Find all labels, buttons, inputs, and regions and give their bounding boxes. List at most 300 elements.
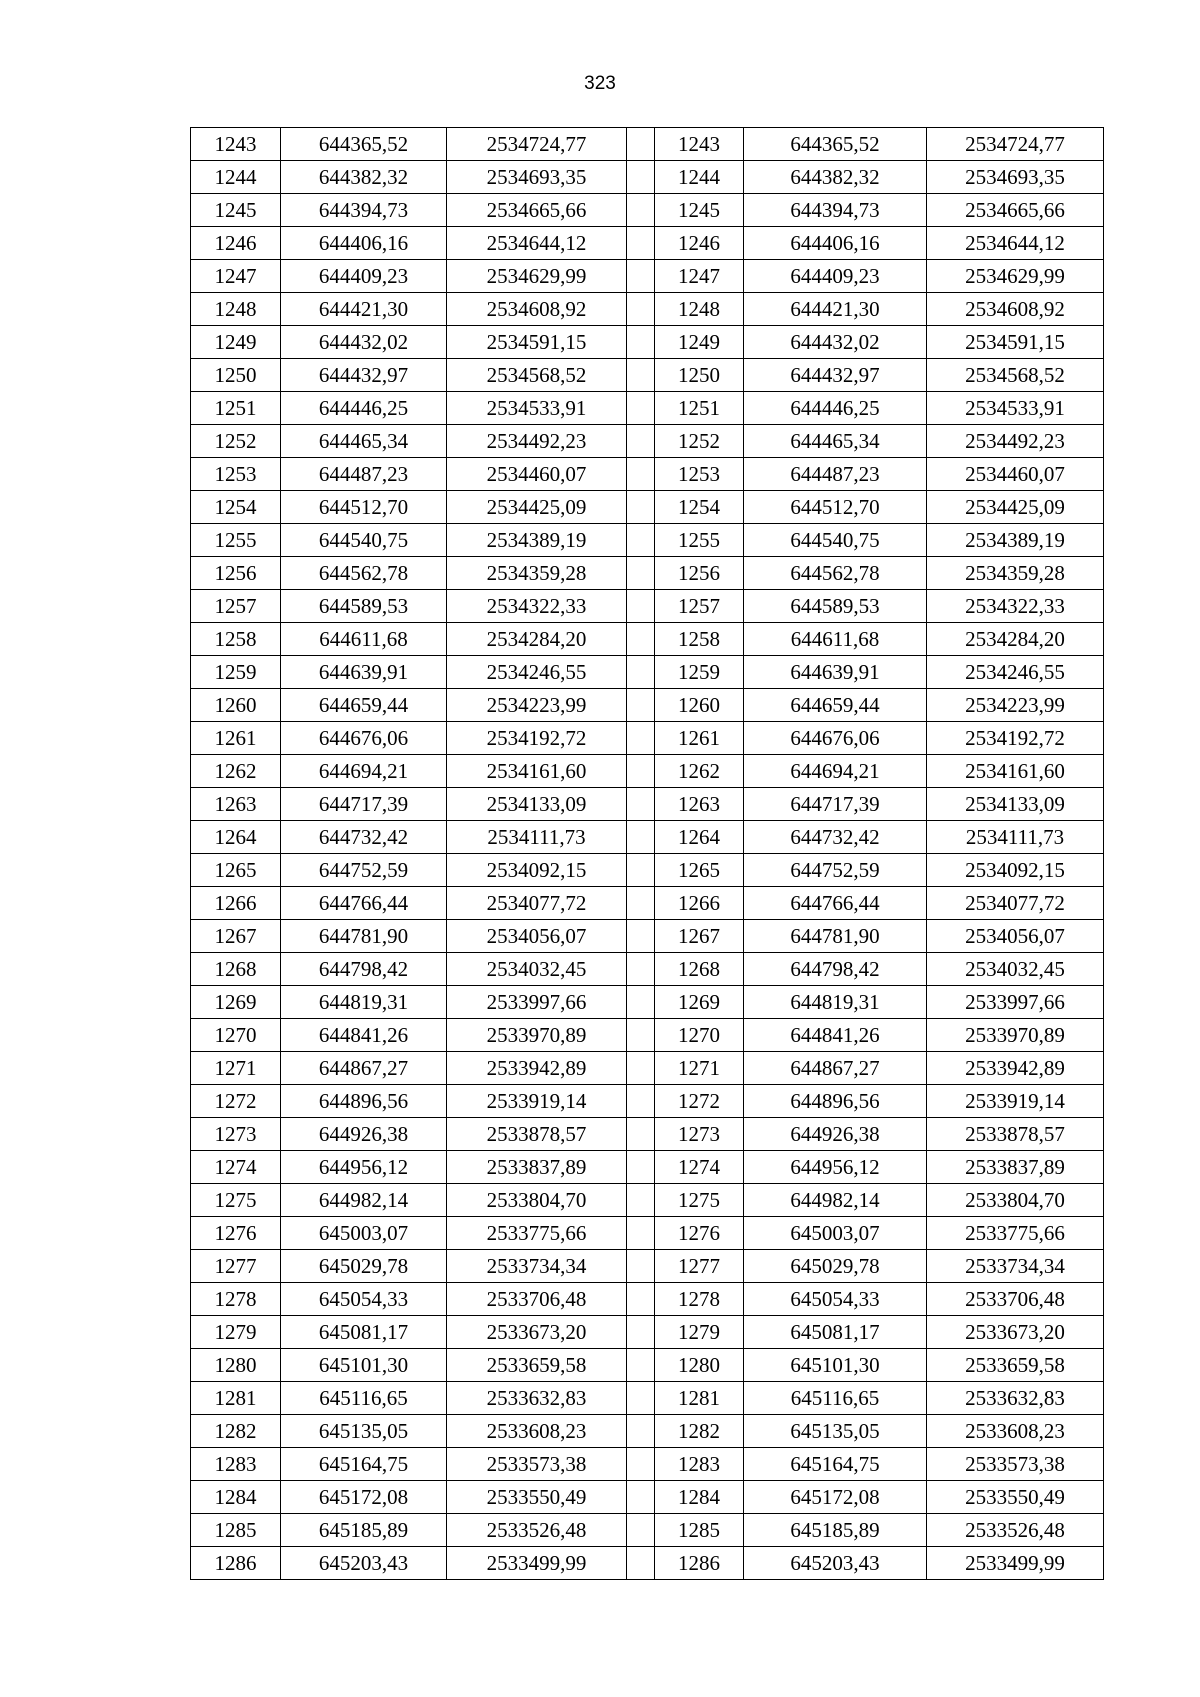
x-coordinate-left: 644382,32 xyxy=(281,161,447,194)
y-coordinate-left: 2533499,99 xyxy=(447,1547,627,1580)
point-number-left: 1250 xyxy=(191,359,281,392)
x-coordinate-right: 644446,25 xyxy=(744,392,927,425)
x-coordinate-left: 644694,21 xyxy=(281,755,447,788)
y-coordinate-left: 2533673,20 xyxy=(447,1316,627,1349)
y-coordinate-right: 2534629,99 xyxy=(927,260,1104,293)
y-coordinate-right: 2533659,58 xyxy=(927,1349,1104,1382)
y-coordinate-right: 2533878,57 xyxy=(927,1118,1104,1151)
point-number-left: 1274 xyxy=(191,1151,281,1184)
x-coordinate-right: 644406,16 xyxy=(744,227,927,260)
y-coordinate-right: 2533804,70 xyxy=(927,1184,1104,1217)
table-row xyxy=(191,788,1104,821)
point-number-right: 1255 xyxy=(655,524,744,557)
point-number-left: 1255 xyxy=(191,524,281,557)
point-number-left: 1243 xyxy=(191,128,281,161)
y-coordinate-left: 2534111,73 xyxy=(447,821,627,854)
x-coordinate-left: 644421,30 xyxy=(281,293,447,326)
x-coordinate-right: 644926,38 xyxy=(744,1118,927,1151)
table-row xyxy=(191,1151,1104,1184)
y-coordinate-left: 2534492,23 xyxy=(447,425,627,458)
y-coordinate-left: 2533942,89 xyxy=(447,1052,627,1085)
y-coordinate-left: 2533573,38 xyxy=(447,1448,627,1481)
point-number-left: 1268 xyxy=(191,953,281,986)
y-coordinate-right: 2533942,89 xyxy=(927,1052,1104,1085)
y-coordinate-left: 2533970,89 xyxy=(447,1019,627,1052)
point-number-left: 1249 xyxy=(191,326,281,359)
table-row xyxy=(191,821,1104,854)
y-coordinate-left: 2534425,09 xyxy=(447,491,627,524)
x-coordinate-left: 644867,27 xyxy=(281,1052,447,1085)
y-coordinate-left: 2533878,57 xyxy=(447,1118,627,1151)
table-row xyxy=(191,260,1104,293)
x-coordinate-left: 644798,42 xyxy=(281,953,447,986)
y-coordinate-right: 2534693,35 xyxy=(927,161,1104,194)
point-number-left: 1275 xyxy=(191,1184,281,1217)
x-coordinate-left: 644717,39 xyxy=(281,788,447,821)
point-number-right: 1266 xyxy=(655,887,744,920)
y-coordinate-right: 2534568,52 xyxy=(927,359,1104,392)
spacer-cell xyxy=(627,293,655,326)
point-number-right: 1268 xyxy=(655,953,744,986)
point-number-right: 1245 xyxy=(655,194,744,227)
x-coordinate-right: 645203,43 xyxy=(744,1547,927,1580)
x-coordinate-right: 644421,30 xyxy=(744,293,927,326)
table-row xyxy=(191,1547,1104,1580)
point-number-left: 1267 xyxy=(191,920,281,953)
point-number-left: 1262 xyxy=(191,755,281,788)
y-coordinate-right: 2533632,83 xyxy=(927,1382,1104,1415)
y-coordinate-left: 2534056,07 xyxy=(447,920,627,953)
x-coordinate-left: 644676,06 xyxy=(281,722,447,755)
point-number-left: 1272 xyxy=(191,1085,281,1118)
point-number-left: 1279 xyxy=(191,1316,281,1349)
spacer-cell xyxy=(627,128,655,161)
x-coordinate-left: 644446,25 xyxy=(281,392,447,425)
x-coordinate-left: 645101,30 xyxy=(281,1349,447,1382)
spacer-cell xyxy=(627,1448,655,1481)
y-coordinate-left: 2533919,14 xyxy=(447,1085,627,1118)
table-row xyxy=(191,1250,1104,1283)
x-coordinate-left: 644465,34 xyxy=(281,425,447,458)
x-coordinate-left: 644540,75 xyxy=(281,524,447,557)
table-row xyxy=(191,920,1104,953)
x-coordinate-right: 644956,12 xyxy=(744,1151,927,1184)
table-row xyxy=(191,161,1104,194)
spacer-cell xyxy=(627,1019,655,1052)
y-coordinate-left: 2534284,20 xyxy=(447,623,627,656)
x-coordinate-left: 644781,90 xyxy=(281,920,447,953)
x-coordinate-left: 645135,05 xyxy=(281,1415,447,1448)
y-coordinate-right: 2534425,09 xyxy=(927,491,1104,524)
point-number-left: 1276 xyxy=(191,1217,281,1250)
point-number-right: 1247 xyxy=(655,260,744,293)
y-coordinate-left: 2533734,34 xyxy=(447,1250,627,1283)
x-coordinate-right: 644365,52 xyxy=(744,128,927,161)
y-coordinate-left: 2533706,48 xyxy=(447,1283,627,1316)
spacer-cell xyxy=(627,326,655,359)
spacer-cell xyxy=(627,920,655,953)
spacer-cell xyxy=(627,1514,655,1547)
spacer-cell xyxy=(627,458,655,491)
x-coordinate-right: 644867,27 xyxy=(744,1052,927,1085)
x-coordinate-right: 644465,34 xyxy=(744,425,927,458)
x-coordinate-left: 644365,52 xyxy=(281,128,447,161)
spacer-cell xyxy=(627,590,655,623)
table-row xyxy=(191,326,1104,359)
table-row xyxy=(191,293,1104,326)
spacer-cell xyxy=(627,260,655,293)
point-number-left: 1286 xyxy=(191,1547,281,1580)
y-coordinate-left: 2534629,99 xyxy=(447,260,627,293)
table-row xyxy=(191,1514,1104,1547)
table-row xyxy=(191,1019,1104,1052)
table-row xyxy=(191,458,1104,491)
table-row xyxy=(191,1481,1104,1514)
x-coordinate-left: 644639,91 xyxy=(281,656,447,689)
table-row xyxy=(191,1118,1104,1151)
point-number-right: 1275 xyxy=(655,1184,744,1217)
spacer-cell xyxy=(627,656,655,689)
table-row xyxy=(191,1349,1104,1382)
point-number-left: 1280 xyxy=(191,1349,281,1382)
y-coordinate-right: 2534032,45 xyxy=(927,953,1104,986)
x-coordinate-right: 644841,26 xyxy=(744,1019,927,1052)
y-coordinate-left: 2533526,48 xyxy=(447,1514,627,1547)
x-coordinate-right: 645054,33 xyxy=(744,1283,927,1316)
y-coordinate-left: 2534591,15 xyxy=(447,326,627,359)
y-coordinate-left: 2533550,49 xyxy=(447,1481,627,1514)
table-row xyxy=(191,1052,1104,1085)
spacer-cell xyxy=(627,887,655,920)
x-coordinate-left: 645116,65 xyxy=(281,1382,447,1415)
x-coordinate-right: 645029,78 xyxy=(744,1250,927,1283)
y-coordinate-left: 2534192,72 xyxy=(447,722,627,755)
x-coordinate-left: 644766,44 xyxy=(281,887,447,920)
point-number-right: 1261 xyxy=(655,722,744,755)
y-coordinate-left: 2533837,89 xyxy=(447,1151,627,1184)
x-coordinate-right: 644732,42 xyxy=(744,821,927,854)
y-coordinate-left: 2534568,52 xyxy=(447,359,627,392)
point-number-left: 1261 xyxy=(191,722,281,755)
point-number-right: 1273 xyxy=(655,1118,744,1151)
y-coordinate-left: 2534246,55 xyxy=(447,656,627,689)
spacer-cell xyxy=(627,227,655,260)
point-number-right: 1248 xyxy=(655,293,744,326)
x-coordinate-right: 645116,65 xyxy=(744,1382,927,1415)
point-number-right: 1274 xyxy=(655,1151,744,1184)
y-coordinate-left: 2533632,83 xyxy=(447,1382,627,1415)
table-row xyxy=(191,1316,1104,1349)
x-coordinate-left: 644896,56 xyxy=(281,1085,447,1118)
y-coordinate-left: 2534032,45 xyxy=(447,953,627,986)
x-coordinate-right: 644432,97 xyxy=(744,359,927,392)
spacer-cell xyxy=(627,557,655,590)
y-coordinate-right: 2534284,20 xyxy=(927,623,1104,656)
point-number-right: 1256 xyxy=(655,557,744,590)
y-coordinate-right: 2533706,48 xyxy=(927,1283,1104,1316)
spacer-cell xyxy=(627,953,655,986)
y-coordinate-right: 2533970,89 xyxy=(927,1019,1104,1052)
point-number-left: 1269 xyxy=(191,986,281,1019)
spacer-cell xyxy=(627,425,655,458)
y-coordinate-right: 2533608,23 xyxy=(927,1415,1104,1448)
point-number-left: 1271 xyxy=(191,1052,281,1085)
spacer-cell xyxy=(627,788,655,821)
point-number-right: 1280 xyxy=(655,1349,744,1382)
spacer-cell xyxy=(627,1547,655,1580)
y-coordinate-right: 2534665,66 xyxy=(927,194,1104,227)
table-row xyxy=(191,854,1104,887)
point-number-right: 1264 xyxy=(655,821,744,854)
point-number-left: 1265 xyxy=(191,854,281,887)
point-number-left: 1254 xyxy=(191,491,281,524)
point-number-right: 1283 xyxy=(655,1448,744,1481)
table-row xyxy=(191,887,1104,920)
y-coordinate-right: 2534246,55 xyxy=(927,656,1104,689)
y-coordinate-right: 2533573,38 xyxy=(927,1448,1104,1481)
x-coordinate-right: 644432,02 xyxy=(744,326,927,359)
point-number-right: 1279 xyxy=(655,1316,744,1349)
y-coordinate-right: 2533499,99 xyxy=(927,1547,1104,1580)
point-number-left: 1270 xyxy=(191,1019,281,1052)
x-coordinate-right: 644798,42 xyxy=(744,953,927,986)
y-coordinate-right: 2534111,73 xyxy=(927,821,1104,854)
x-coordinate-right: 644896,56 xyxy=(744,1085,927,1118)
x-coordinate-left: 644732,42 xyxy=(281,821,447,854)
x-coordinate-left: 644432,02 xyxy=(281,326,447,359)
point-number-right: 1265 xyxy=(655,854,744,887)
point-number-right: 1263 xyxy=(655,788,744,821)
x-coordinate-left: 644752,59 xyxy=(281,854,447,887)
x-coordinate-right: 644717,39 xyxy=(744,788,927,821)
x-coordinate-left: 644819,31 xyxy=(281,986,447,1019)
x-coordinate-right: 644819,31 xyxy=(744,986,927,1019)
spacer-cell xyxy=(627,1283,655,1316)
x-coordinate-right: 645185,89 xyxy=(744,1514,927,1547)
table-row xyxy=(191,491,1104,524)
x-coordinate-right: 644982,14 xyxy=(744,1184,927,1217)
coordinates-table-body xyxy=(191,128,1104,1580)
x-coordinate-right: 645135,05 xyxy=(744,1415,927,1448)
point-number-left: 1277 xyxy=(191,1250,281,1283)
table-row xyxy=(191,128,1104,161)
table-row xyxy=(191,194,1104,227)
y-coordinate-left: 2534665,66 xyxy=(447,194,627,227)
table-row xyxy=(191,1283,1104,1316)
spacer-cell xyxy=(627,854,655,887)
x-coordinate-left: 644512,70 xyxy=(281,491,447,524)
table-row xyxy=(191,1085,1104,1118)
x-coordinate-right: 644589,53 xyxy=(744,590,927,623)
spacer-cell xyxy=(627,689,655,722)
point-number-right: 1259 xyxy=(655,656,744,689)
point-number-right: 1271 xyxy=(655,1052,744,1085)
point-number-left: 1256 xyxy=(191,557,281,590)
y-coordinate-left: 2534133,09 xyxy=(447,788,627,821)
point-number-right: 1254 xyxy=(655,491,744,524)
y-coordinate-right: 2534161,60 xyxy=(927,755,1104,788)
x-coordinate-right: 644676,06 xyxy=(744,722,927,755)
spacer-cell xyxy=(627,755,655,788)
point-number-right: 1253 xyxy=(655,458,744,491)
x-coordinate-left: 644394,73 xyxy=(281,194,447,227)
spacer-cell xyxy=(627,722,655,755)
x-coordinate-left: 644409,23 xyxy=(281,260,447,293)
y-coordinate-right: 2533997,66 xyxy=(927,986,1104,1019)
x-coordinate-left: 644956,12 xyxy=(281,1151,447,1184)
y-coordinate-left: 2534161,60 xyxy=(447,755,627,788)
spacer-cell xyxy=(627,1151,655,1184)
spacer-cell xyxy=(627,1415,655,1448)
point-number-left: 1247 xyxy=(191,260,281,293)
y-coordinate-right: 2533919,14 xyxy=(927,1085,1104,1118)
x-coordinate-left: 644432,97 xyxy=(281,359,447,392)
y-coordinate-right: 2534724,77 xyxy=(927,128,1104,161)
x-coordinate-right: 644382,32 xyxy=(744,161,927,194)
y-coordinate-right: 2533526,48 xyxy=(927,1514,1104,1547)
point-number-left: 1257 xyxy=(191,590,281,623)
point-number-left: 1259 xyxy=(191,656,281,689)
spacer-cell xyxy=(627,1481,655,1514)
x-coordinate-left: 644659,44 xyxy=(281,689,447,722)
point-number-right: 1272 xyxy=(655,1085,744,1118)
point-number-left: 1266 xyxy=(191,887,281,920)
spacer-cell xyxy=(627,161,655,194)
x-coordinate-right: 644659,44 xyxy=(744,689,927,722)
point-number-right: 1244 xyxy=(655,161,744,194)
y-coordinate-left: 2534322,33 xyxy=(447,590,627,623)
y-coordinate-left: 2534389,19 xyxy=(447,524,627,557)
x-coordinate-right: 644752,59 xyxy=(744,854,927,887)
spacer-cell xyxy=(627,524,655,557)
x-coordinate-right: 645003,07 xyxy=(744,1217,927,1250)
table-row xyxy=(191,656,1104,689)
point-number-right: 1277 xyxy=(655,1250,744,1283)
table-row xyxy=(191,359,1104,392)
x-coordinate-left: 645003,07 xyxy=(281,1217,447,1250)
y-coordinate-left: 2533997,66 xyxy=(447,986,627,1019)
x-coordinate-right: 644394,73 xyxy=(744,194,927,227)
table-row xyxy=(191,1448,1104,1481)
spacer-cell xyxy=(627,1250,655,1283)
y-coordinate-right: 2534389,19 xyxy=(927,524,1104,557)
x-coordinate-right: 644540,75 xyxy=(744,524,927,557)
y-coordinate-right: 2534192,72 xyxy=(927,722,1104,755)
spacer-cell xyxy=(627,194,655,227)
point-number-right: 1270 xyxy=(655,1019,744,1052)
point-number-left: 1285 xyxy=(191,1514,281,1547)
point-number-right: 1282 xyxy=(655,1415,744,1448)
point-number-right: 1250 xyxy=(655,359,744,392)
y-coordinate-right: 2534608,92 xyxy=(927,293,1104,326)
x-coordinate-right: 645101,30 xyxy=(744,1349,927,1382)
y-coordinate-right: 2533673,20 xyxy=(927,1316,1104,1349)
table-row xyxy=(191,1184,1104,1217)
table-row xyxy=(191,623,1104,656)
x-coordinate-left: 645029,78 xyxy=(281,1250,447,1283)
y-coordinate-left: 2534608,92 xyxy=(447,293,627,326)
page-number: 323 xyxy=(584,73,616,94)
point-number-right: 1284 xyxy=(655,1481,744,1514)
x-coordinate-left: 644589,53 xyxy=(281,590,447,623)
y-coordinate-right: 2534223,99 xyxy=(927,689,1104,722)
spacer-cell xyxy=(627,491,655,524)
table-row xyxy=(191,722,1104,755)
y-coordinate-left: 2533775,66 xyxy=(447,1217,627,1250)
x-coordinate-left: 644406,16 xyxy=(281,227,447,260)
point-number-right: 1278 xyxy=(655,1283,744,1316)
x-coordinate-right: 644409,23 xyxy=(744,260,927,293)
x-coordinate-left: 644841,26 xyxy=(281,1019,447,1052)
x-coordinate-right: 644694,21 xyxy=(744,755,927,788)
spacer-cell xyxy=(627,392,655,425)
point-number-right: 1267 xyxy=(655,920,744,953)
x-coordinate-left: 645172,08 xyxy=(281,1481,447,1514)
point-number-right: 1276 xyxy=(655,1217,744,1250)
coordinates-table xyxy=(190,127,1104,1580)
x-coordinate-right: 645172,08 xyxy=(744,1481,927,1514)
spacer-cell xyxy=(627,1184,655,1217)
point-number-right: 1281 xyxy=(655,1382,744,1415)
y-coordinate-left: 2533804,70 xyxy=(447,1184,627,1217)
point-number-left: 1251 xyxy=(191,392,281,425)
x-coordinate-right: 644766,44 xyxy=(744,887,927,920)
x-coordinate-left: 644487,23 xyxy=(281,458,447,491)
point-number-right: 1251 xyxy=(655,392,744,425)
table-row xyxy=(191,557,1104,590)
point-number-right: 1260 xyxy=(655,689,744,722)
point-number-right: 1243 xyxy=(655,128,744,161)
x-coordinate-left: 644982,14 xyxy=(281,1184,447,1217)
x-coordinate-right: 645081,17 xyxy=(744,1316,927,1349)
point-number-right: 1258 xyxy=(655,623,744,656)
point-number-right: 1249 xyxy=(655,326,744,359)
y-coordinate-left: 2534092,15 xyxy=(447,854,627,887)
point-number-left: 1282 xyxy=(191,1415,281,1448)
y-coordinate-right: 2533550,49 xyxy=(927,1481,1104,1514)
point-number-left: 1252 xyxy=(191,425,281,458)
y-coordinate-right: 2534092,15 xyxy=(927,854,1104,887)
x-coordinate-left: 645203,43 xyxy=(281,1547,447,1580)
point-number-left: 1248 xyxy=(191,293,281,326)
point-number-left: 1283 xyxy=(191,1448,281,1481)
table-row xyxy=(191,1415,1104,1448)
point-number-left: 1253 xyxy=(191,458,281,491)
table-row xyxy=(191,425,1104,458)
point-number-right: 1285 xyxy=(655,1514,744,1547)
spacer-cell xyxy=(627,1349,655,1382)
x-coordinate-left: 645054,33 xyxy=(281,1283,447,1316)
y-coordinate-right: 2534591,15 xyxy=(927,326,1104,359)
x-coordinate-left: 645185,89 xyxy=(281,1514,447,1547)
y-coordinate-left: 2534644,12 xyxy=(447,227,627,260)
y-coordinate-left: 2534533,91 xyxy=(447,392,627,425)
y-coordinate-left: 2533608,23 xyxy=(447,1415,627,1448)
y-coordinate-right: 2534077,72 xyxy=(927,887,1104,920)
point-number-left: 1278 xyxy=(191,1283,281,1316)
table-row xyxy=(191,392,1104,425)
point-number-left: 1284 xyxy=(191,1481,281,1514)
spacer-cell xyxy=(627,821,655,854)
x-coordinate-left: 645164,75 xyxy=(281,1448,447,1481)
spacer-cell xyxy=(627,1118,655,1151)
point-number-left: 1281 xyxy=(191,1382,281,1415)
y-coordinate-right: 2534133,09 xyxy=(927,788,1104,821)
x-coordinate-left: 644611,68 xyxy=(281,623,447,656)
spacer-cell xyxy=(627,1217,655,1250)
y-coordinate-left: 2534077,72 xyxy=(447,887,627,920)
point-number-right: 1262 xyxy=(655,755,744,788)
